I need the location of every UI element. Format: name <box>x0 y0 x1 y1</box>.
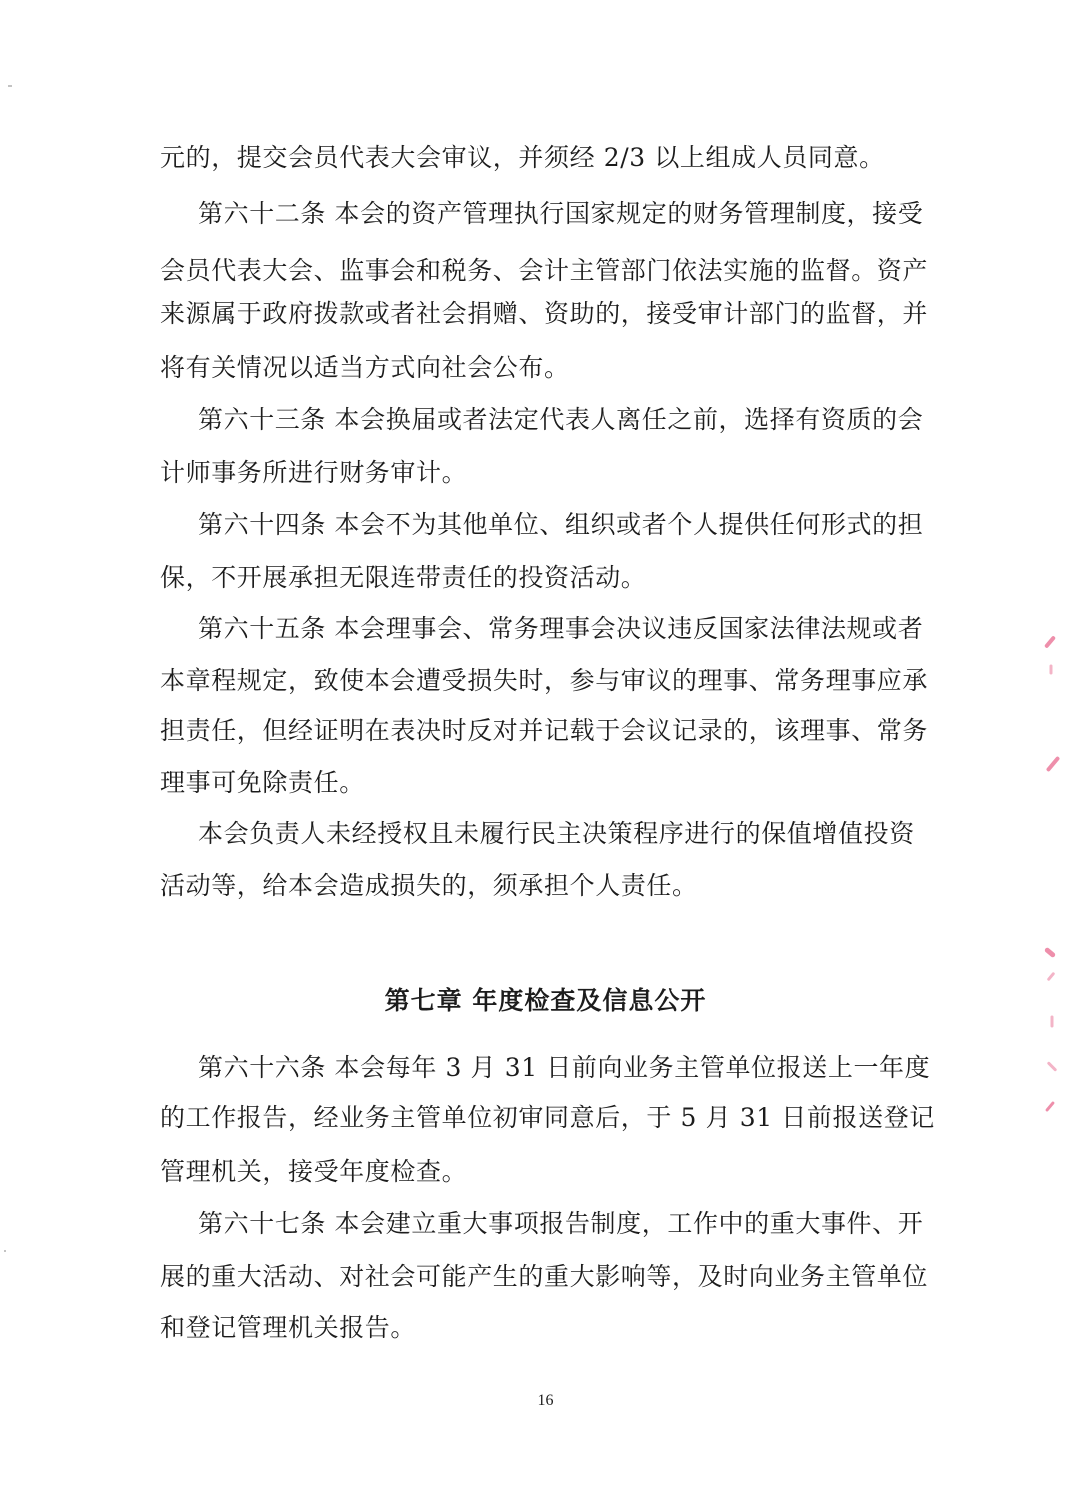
text-line: 本章程规定，致使本会遭受损失时，参与审议的理事、常务理事应承 <box>160 666 929 695</box>
text-line: 展的重大活动、对社会可能产生的重大影响等，及时向业务主管单位 <box>160 1262 929 1291</box>
article-67-line: 第六十七条 本会建立重大事项报告制度，工作中的重大事件、开 <box>198 1209 924 1238</box>
text-line: 元的，提交会员代表大会审议，并须经 2/3 以上组成人员同意。 <box>160 143 885 172</box>
article-64-line: 第六十四条 本会不为其他单位、组织或者个人提供任何形式的担 <box>198 510 924 539</box>
text-line: 活动等，给本会造成损失的，须承担个人责任。 <box>160 871 698 900</box>
text-line: 本会负责人未经授权且未履行民主决策程序进行的保值增值投资 <box>198 819 915 848</box>
text-line: 会员代表大会、监事会和税务、会计主管部门依法实施的监督。资产 <box>160 256 929 285</box>
article-66-line: 第六十六条 本会每年 3 月 31 日前向业务主管单位报送上一年度 <box>198 1053 931 1082</box>
chapter-heading: 第七章 年度检查及信息公开 <box>384 986 707 1015</box>
text-line: 将有关情况以适当方式向社会公布。 <box>160 353 570 382</box>
article-65-line: 第六十五条 本会理事会、常务理事会决议违反国家法律法规或者 <box>198 614 924 643</box>
page-number: 16 <box>537 1392 554 1409</box>
text-line: 和登记管理机关报告。 <box>160 1313 417 1342</box>
text-line: 管理机关，接受年度检查。 <box>160 1157 468 1186</box>
text-line: 理事可免除责任。 <box>160 768 365 797</box>
text-line: 保，不开展承担无限连带责任的投资活动。 <box>160 563 647 592</box>
text-line: 来源属于政府拨款或者社会捐赠、资助的，接受审计部门的监督，并 <box>160 299 929 328</box>
text-line: 的工作报告，经业务主管单位初审同意后，于 5 月 31 日前报送登记 <box>160 1103 935 1132</box>
scan-speck <box>4 1250 6 1252</box>
article-63-line: 第六十三条 本会换届或者法定代表人离任之前，选择有资质的会 <box>198 405 924 434</box>
article-62-line: 第六十二条 本会的资产管理执行国家规定的财务管理制度，接受 <box>198 199 924 228</box>
text-line: 担责任，但经证明在表决时反对并记载于会议记录的，该理事、常务 <box>160 716 929 745</box>
text-line: 计师事务所进行财务审计。 <box>160 458 468 487</box>
scan-speck <box>8 85 12 87</box>
